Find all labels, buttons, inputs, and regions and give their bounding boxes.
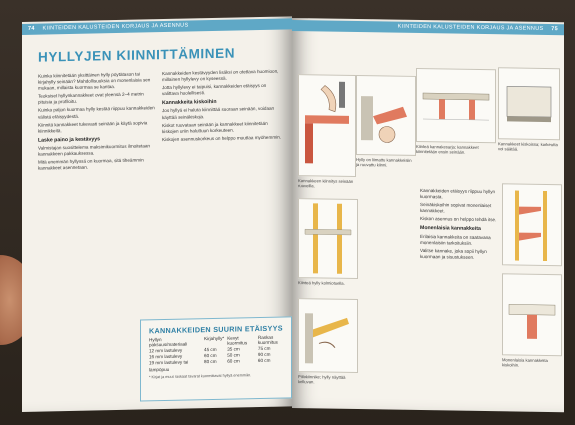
paragraph: Kuinka kiinnitetään yksittäinen hylly pöytätason tai kirjahylly seinään? Mahdollisuuksia on monenlaisia sen mukaan, millaista kuormaa se kantaa.	[38, 71, 151, 91]
paragraph: Kiskot ruuvataan seinään ja kannakkeet kiinnitetään kiskojen uriin haluttuun korkeuteen.	[162, 120, 268, 134]
figure-hidden-bracket	[502, 273, 562, 356]
table-cell: 50 cm	[227, 352, 240, 358]
figure-rail-brackets	[502, 183, 562, 266]
page-title: HYLLYJEN KIINNITTÄMINEN	[38, 45, 236, 65]
left-page	[22, 16, 292, 412]
paragraph: Kuinka paljon kuormaa hylly kestää riippuu kannakkeiden välistä etäisyydestä.	[38, 105, 155, 120]
paragraph: Valmistajan suosittelema maksimikuormitus ilmoitetaan kannakkeen pakkauksessa.	[38, 143, 150, 157]
rail-brackets-illustration-icon	[503, 184, 561, 265]
right-page-number: 75	[551, 26, 558, 33]
right-running-head	[292, 20, 564, 35]
right-running-head-text: KIINTEIDEN KALUSTEIDEN KORJAUS JA ASENNUS	[397, 23, 544, 32]
paragraph: Jotta hyllylevy ei taipuisi, kannakkeiden etäisyys on valittava huolellisesti.	[162, 83, 267, 97]
left-page-number: 74	[28, 25, 35, 32]
distance-table	[140, 316, 292, 401]
paragraph: Kannakkeiden etäisyys riippuu hyllyn kuormasta.	[420, 188, 496, 200]
paragraph: Mitä enemmän hyllyssä on kuormaa, sitä tiheämmin kannakkeet asennetaan.	[38, 157, 144, 171]
table-cell: 45 cm	[204, 346, 217, 352]
right-text-column	[420, 188, 500, 263]
fold-bracket-illustration-icon	[299, 299, 357, 372]
paragraph: Kiskojen asennuskorkeus on helppo muuttaa myöhemmin.	[162, 134, 281, 142]
paragraph: Kiskon asennus on helppo tehdä itse.	[420, 216, 497, 223]
left-column-1	[38, 71, 156, 174]
box-bracket-illustration-icon	[499, 68, 559, 139]
figure-rails	[298, 198, 358, 279]
open-book	[8, 8, 568, 418]
table-cell: 60 cm	[257, 358, 271, 364]
table-cell: 12 mm lastulevy	[149, 347, 183, 353]
caption: Piilokiinnike; hylly näyttää kelluvan.	[298, 374, 346, 385]
paragraph: Seinäkiskoihin sopivat monenlaiset kannakkeet.	[420, 202, 492, 214]
figure-shelf-top	[416, 68, 496, 143]
caption: Kiinteä kannakesarja; kannakkeet kiinnitetään ensin seinään.	[416, 143, 479, 156]
table-cell: 35 cm	[227, 346, 240, 352]
caption: Kiinteä hylly kolmiotuella.	[298, 280, 345, 286]
table-header-cell: Kevyt kuormitus	[227, 335, 248, 346]
table-header-cell: Hyllyn paksuus/materiaali	[149, 337, 188, 348]
table-cell: 60 cm	[204, 352, 217, 359]
subheading: Laske paino ja kestävyys	[38, 136, 100, 144]
table-row	[149, 358, 291, 374]
caption: Kannakkeen kiinnitys seinään ruuveilla.	[298, 178, 354, 189]
paragraph: Kannakkeiden kestävyyden lisäksi on otettava huomioon, millainen hyllylevy on kyseessä.	[162, 68, 279, 83]
subheading: Monenlaisia kannakkeita	[420, 225, 481, 233]
paragraph: Kiinnitä kannakkeet tukevasti seinään ja käytä sopivia kiinnikkeitä.	[38, 120, 148, 134]
right-page	[292, 18, 564, 412]
caption: Kannakkeet kiskoissa; korkeutta voi säätää.	[498, 141, 558, 152]
table-cell: 60 cm	[227, 358, 240, 365]
caption: Hylly on liimattu kannakkeisiin ja ruuvattu kiinni.	[356, 157, 412, 168]
table	[149, 334, 291, 373]
table-header-cell: Kirjahylly*	[204, 335, 225, 342]
table-header-cell: Raskas kuormitus	[257, 334, 278, 346]
caption: Monenlaisia kannakkeita kiskoihin.	[502, 357, 548, 368]
bracket-illustration-icon	[299, 75, 355, 176]
subheading: Kannakkeita kiskoihin	[162, 99, 217, 107]
table-cell: 80 cm	[204, 359, 217, 365]
table-title: KANNAKKEIDEN SUURIN ETÄISYYS	[149, 323, 283, 336]
figure-bracket-box	[498, 67, 560, 140]
table-footnote: * Kirjat ja muut raskaat tavarat kuormittavat hyllyä enemmän.	[149, 373, 252, 380]
table-cell: 90 cm	[257, 351, 271, 358]
left-running-head-text: KIINTEIDEN KALUSTEIDEN KORJAUS JA ASENNUS	[42, 22, 189, 32]
shelf-illustration-icon	[417, 69, 495, 142]
left-column-2	[162, 69, 284, 145]
left-running-head	[22, 18, 292, 35]
figure-fold-bracket	[298, 298, 358, 373]
table-cell: 16 mm lastulevy	[149, 353, 183, 360]
table-cell: 19 mm lastulevy tai lämpöpuu	[149, 359, 189, 373]
figure-drill	[356, 75, 416, 156]
hidden-bracket-illustration-icon	[503, 274, 561, 355]
rail-illustration-icon	[299, 199, 357, 278]
paragraph: Teoksiset hyllynkannakkeet ovat yleensä 2–4 metrin pituisia ja profiloitu.	[38, 91, 144, 106]
paragraph: Valitse kannake, joka sopii hyllyn kuormaan ja sisustukseen.	[420, 247, 487, 260]
table-cell: 75 cm	[257, 345, 271, 351]
drill-illustration-icon	[357, 76, 415, 155]
figure-bracket-wall	[298, 74, 356, 177]
paragraph: Erilaisia kannakkeita on saatavana monenlaisiin tarkoituksiin.	[420, 233, 491, 246]
paragraph: Jos hyllyä ei haluta kiinnittää suoraan seinään, voidaan käyttää seinäkiskoja.	[162, 106, 275, 120]
